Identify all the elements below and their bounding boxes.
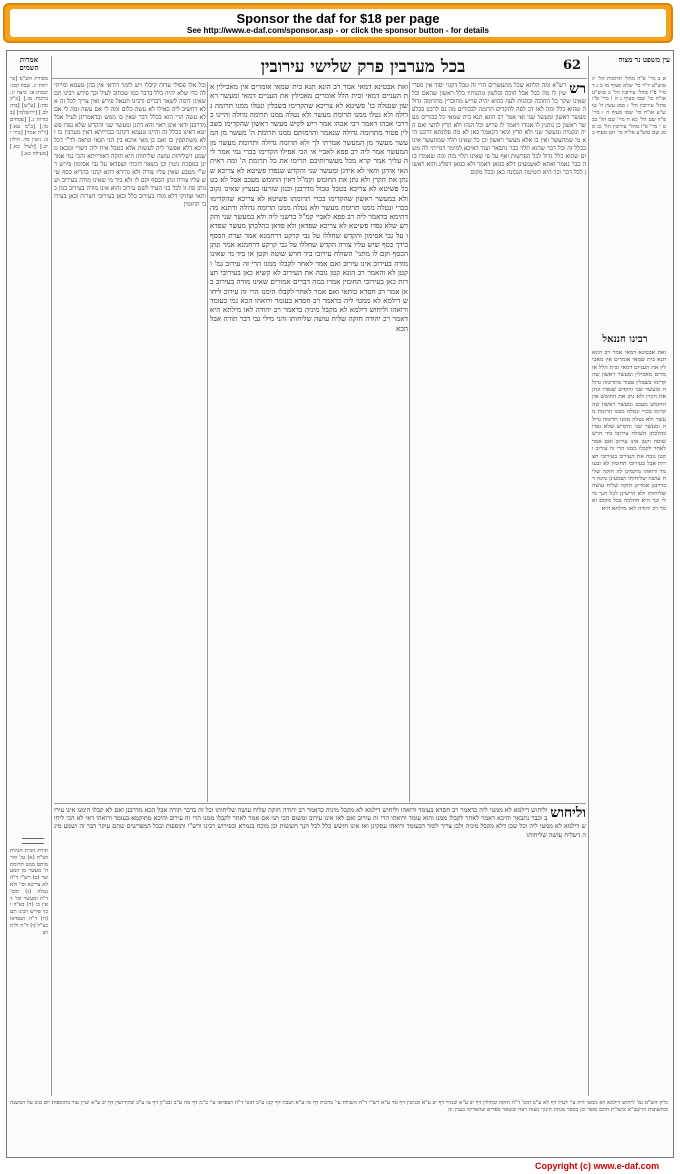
page-title: בכל מערבין פרק שלישי עירובין (260, 57, 466, 77)
divider-left-margin (51, 56, 52, 1096)
page-number: 62 (563, 58, 582, 73)
copyright-link[interactable]: Copyright (c) www.e-daf.com (535, 1161, 660, 1171)
rashi-text: רש"א ומה הלתא שכל מתעשרים הרי זה טבל דקנוי יסוד אין מפרישין לו מה ככל אבל חוכה ובלשון מתנותיו כלל ראשון שהאם וכל שאינו שקר כל החוכה ובהגות לעה כהוא יהיה פריש מחוברין מתרומה גדולה שהוא כלל ומה לאו דכ לפה להקדים תרומה לבכורים מה גם לרבנן בבלע מעשר ראשון ומעשר שני ואי אמר רב הונא תנא בית שמאי כל בכורים מעשר ראשון כן נותנין לו אגודו ויאמר לו פריש וכל הנהו ולא חרץ לחצי ואם היה ונקטיה ומעשר שני ולא חרץ ומאי דקאמר כאן לא מה פלוגתא דרבנן היא מי שמתעשר ואין בו אלא מעשר ראשון וכן כל שאינו תלוי שמתעשר אינו בכלל זה וכל דבר שהוא תלוי כבר נתבאר ועוד דאיכא למימר דמייתי לה משום שהוא כלל גדול לכל הפרשות ואף על פי שאינו תלוי בזה ומה שאמרו בזה כבר נאמר ואתא לאשמעינן דלא כמאן דאמר ולא כמאן דפליג והוא ראשון לכל דבר וכך היא השיטה הנכונה כאן ובכל מקום (412, 82, 586, 176)
sponsor-title: Sponsor the daf for $18 per page (236, 10, 440, 26)
ein-mishpat-text: א ב מיי' פ"ה מהל' תרומות הל' יג טוש"ע יו"ד סי' שלא סעיף מו ב ג ד מיי' פ"ו מהל' עירובין הל' כ טוש"ע או"ח סי' שסו סעיף ג ה ו מיי' פ"ז מהל' עירובין הל' ז סמג עשין ה' טוש"ע או"ח סי' שסו סעיף ה ז מיי' פ"ה שם הל' כא ח מיי' שם הל' כב ט י מיי' פ"ו מהל' עירובין הל' כג סמג שם טוש"ע או"ח סי' תט סעיף ב (592, 76, 666, 137)
ein-mishpat-label: עין משפט נר מצוה (618, 55, 670, 64)
hagahot-column (10, 848, 48, 1096)
header-rule (52, 78, 587, 79)
sponsor-banner[interactable] (3, 3, 673, 43)
bottom-commentary (54, 806, 586, 1096)
tosafot-text: וכל אלו פסולי עדות קיבלו ויש לומר דודאי אין בהן טעמא ומייתי לה כדי שלא יהיה כלל בדבר כמו שכתוב לעיל וכך פירש רבינו תם שאינו דומה לשאר דברים ורבינו חננאל פירש ואין צריך לכל זה אלא דחשיב ליה כאילו לא עשה כלום ומה לי אם עשה ומה לי אם לא עשה הרי הוא בכלל דבר שאין בו ממש וכדאמרינן לעיל אבל מדרבנן ודאי אינו ראוי והא דתנן ומעשר שני והקדש שלא נפדו פשיטא דאינו בכלל זה והיינו טעמא דקתני בברייתא דאין מערבין בו ולא משתתפין בו ואם כן מאי איכא בין הני תנאי ונראה לר"י דכל היכא דלא אפשר ליה לעשות אלא בטבל אית ליה דשרי ומכאן משמע דשליחות עושה שליחותו היא חזקה דאורייתא והכי נמי אמרינן במסכת גיטין וכן בשאר דוכתי ושפדאו על גבי אסימון פירש רש"י מטבע שאין עליו צורה ולא נהירא דהא קתני בהדיא כסף שיש עליו צורה ונתן הכסף וקם לו ולא ביד מי שאינו מודה בעירוב ושנותן פת זו לכל בני העיר לשם עירוב והוא אינו מודה בעירוב כגון כותאי וצדוקי דלא מודו בעירוב כלל וכאן בעירובי חצרות וכאן בעירובי תחומין (54, 82, 206, 208)
masoret-text: מסורת הש"ס [כריתות יג. שבת קכז: יבמות פו. ביצה יג. ברכות מז.] [ב"ק סח:] [ע"ש] [נדה לב.] [ירושלמי] [בכורות נ.] [פסחים מו.] [ב"מ עא:] [ד"ה אמר] [נזיר יב: גיטין סד. חולין יב.] [לעיל כא.] [מעילה כא.] (10, 76, 48, 157)
divider-right-margin (588, 56, 589, 1096)
gemara-column (210, 82, 408, 802)
bottom-text: וליחוש דילמא לא ממטי ליה כדאמר רב חסדא בעומד ורואהו וליחוש דילמא לא מקבל מיניה כדאמר רב יהודה חזקה שליח עושה שליחותו וכל זה בדבר תורה אבל הכא מדרבנן ואם לא קבלו הימנו אינו עירוב וכבר נתבאר והיכא דאמר לאחר לקבלו ממנו והוא עומד ורואהו הרי זה עירוב ואם לאו אינו עירוב ומשום הכי תני אם אמר לאחר לקבלו ממנו הרי זה עירוב והיכא מתוקמא בעומד ורואהו דאי לא הכי ליחוש דילמא לא ממטי ליה וכל שכן דלא מקבל מיניה ולכן צריך לומר דבעומד ורואהו עסקינן ואז אינו חושש כלל לכל הנך חששות וכן מוכח בגמרא ובפירוש רבינו ורש"י ותוספות ובכל המפרשים שהם עיקר דבר זה ושמע מינה דשליח עושה שליחותו (54, 806, 586, 839)
sponsor-banner-inner[interactable] (10, 9, 666, 37)
gemara-text: ואת אבטינא דמאי אמר רב הונא תנא בית שמאי אומרים אין מאכילין את העניים דמאי ובית הלל אומרים מאכילין את העניים דמאי ומעשר ראשון שנטלה כו' פשיטא לא צריכא שהקדימו בשבלין ונטלו ממנו תרומה גדולה ולא נטלו ממנו תרומת מעשר ולא נטלה ממנו תרומה גדולה והיינו כדרבי אבהו דאמר רבי אבהו אמר ריש לקיש מעשר ראשון שהקדימו בשבלין פטור מתרומה גדולה שנאמר והרמותם ממנו תרומת ה' מעשר מן המעשר מעשר מן המעשר אמרתי לך ולא תרומה גדולה ותרומת מעשר מן המעשר אמר ליה רב פפא לאביי אי הכי אפילו הקדימו בכרי נמי אמר ליה עליך אמר קרא מכל מעשרותיכם תרימו את כל תרומת ה' ומה ראית האי אידגן והאי לא אידגן ומעשר שני והקדש שנפדו פשיטא לא צריכא שנתן את הקרן ולא נתן את החומש וקמ"ל דאין החומש מעכב אבל לא בטבל פשיטא לא צריכא בטבל טבול מדרבנן וכגון שזרעו בעציץ שאינו נקוב ולא במעשר ראשון שהקדימו בכרי תרומתו פשיטא לא צריכא שהקדימו בכרי ונטלה ממנו תרומת מעשר ולא נטלה ממנו תרומה גדולה ודתנא מה דתימא כדאמר ליה רב פפא לאביי קמ"ל כדשני ליה ולא במעשר שני והקדש שלא נפדו פשיטא לא צריכא שפדאן ולא פדאן כהלכתן מעשר שפדאו על גבי אסימון והקדש שחללו על גבי קרקע דרחמנא אמר וצרת הכסף בידך כסף שיש עליו צורה הקדש שחללו על גבי קרקע דרחמנא אמר ונתן הכסף וקם לו מתני' השולח עירובו ביד חרש שוטה וקטן או ביד מי שאינו מודה בעירוב אינו עירוב ואם אמר לאחר לקבלו ממנו הרי זה עירוב גמ' וקטן לא והאמר רב הונא קטן גובה את העירוב לא קשיא כאן בעירובי חצרות כאן בעירובי תחומין אמרו במה דברים אמורים שאינו מודה בעירוב כאן אמר רב חסדא כותאי ואם אמר לאחר לקבלו הימנו הרי זה עירוב ליחוש דילמא לא ממטי ליה כדאמר רב חסדא בעומד ורואהו הכא נמי בעומד ורואהו וליחוש דילמא לא מקבל מיניה כדאמר רב יהודה לאו מילתא היא דאמר רב יהודה חזקה שליח עושה שליחותו והני מילי גבי דבר תורה אבל הכא (210, 82, 408, 333)
rabbeinu-chananel-title: רבינו חננאל (602, 334, 648, 345)
tosafot-column (54, 82, 206, 802)
bottom-opening-word: וליחוש (550, 806, 586, 821)
sponsor-subtitle: See http://www.e-daf.com/sponsor.asp - or click the sponsor button - for details (187, 25, 489, 35)
gilyon-hashas-footer: גליון הש"ס גמ' ליחוש דילמא לא ממטי ליה עי' לעיל דף לא ע"ב תוס' ד"ה חזקה ובחולין דף יב ע"א ובנזיר דף יב ע"א ובגיטין דף סד ע"א רש"י ד"ה השולח עי' ברכות דף מז ע"א ושבת דף קכז ע"ב תוס' ד"ה ושפדאו עי' ב"מ דף מה ע"ב ובב"ק דף צז ע"ב ובקידושין דף יב ע"א ועיין עוד בתוספות יום טוב על המשנה ובתשובות הרשב"א ובשו"ת חתם סופר וכן בספר מנחת חינוך מצוה רפח ובשאר ספרים שהאריכו בענין זה (10, 1100, 668, 1113)
masoret-label: אמרות השמים (19, 55, 39, 72)
divider-bottom-band (54, 803, 586, 804)
ein-mishpat-column (592, 76, 666, 330)
divider-rashi (409, 82, 410, 802)
ornament-divider (22, 838, 44, 844)
rabbeinu-chananel-column (592, 350, 666, 1095)
rashi-column (412, 82, 586, 802)
rashi-opening-word: רש (569, 82, 586, 97)
hagahot-text: תורת הבית הגהות הב"ח (א) גמ' והרמותם ממנו תרומת ה' מעשר מן המעשר (ב) רש"י ד"ה לא צריכא וכו' ולא נטלה (ג) תוס' ד"ה ומעשר וכו' דאין בו (ד) בא"ד וכך פירש רבינו תם (ה) ד"ה ושפדאו כצ"ל (ו) ד"ה וליחוש (10, 848, 48, 936)
rabbeinu-chananel-text: ואת אבטינא דמאי אמר רב הונא תנא בית שמאי אומרים אין מאכילין את העניים דמאי ובית הלל אומרים מאכילין ומעשר ראשון שהקדימו בשבלין פטור מתרומה גדולה ומעשר שני והקדש שנפדו ונתן את הקרן ולא נתן את החומש אין החומש מעכב ומעשר ראשון שהקדימו בכרי ונטלה ממנו תרומת מעשר ולא נטלה ממנו תרומה גדולה ומעשר שני והקדש שלא נפדו כהלכתן השולח עירובו ביד חרש שוטה וקטן אינו עירוב ואם אמר לאחר לקבלו ממנו הרי זה עירוב וקטן גובה את העירוב בעירובי חצרות אבל בעירובי תחומין לא ובעומד ורואהו מוקמינן לה חזקה שליח עושה שליחותו ושמעינן מינה דבדרבנן אמרינן חזקה שליח עושה שליחותו ולא חיישינן לכל הנך מילי וכך היא ההלכה בכל מקום ואמר רב יהודה לאו מילתא היא (592, 350, 666, 512)
masoret-column (10, 76, 48, 832)
divider-tosafot (207, 82, 208, 802)
